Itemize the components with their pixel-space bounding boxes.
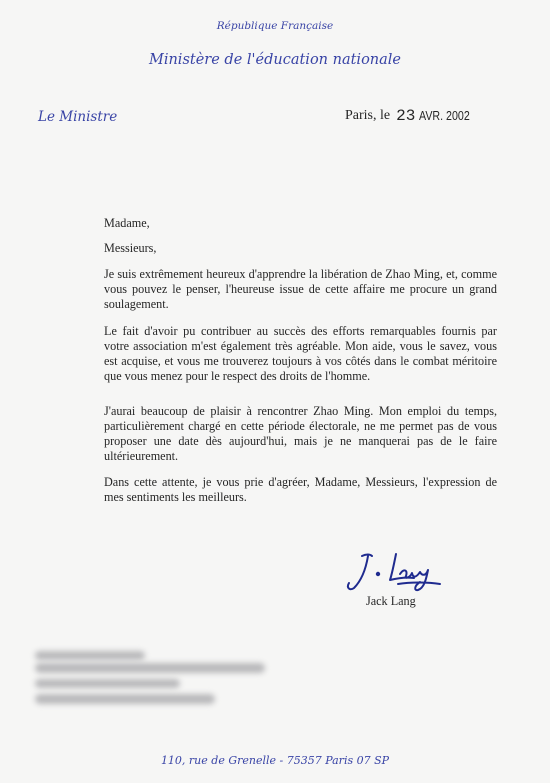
sender-title: Le Ministre [38,109,118,125]
signatory-name: Jack Lang [366,594,416,608]
body-paragraph: J'aurai beaucoup de plaisir à rencontrer Zhao Ming. Mon emploi du temps, particulièrement chargé en cette période électorale, ne me permet pas de vous proposer une date dès aujourd'hui, mais je ne manquerai pas de le faire ultérieurement. [104,404,497,463]
date-place: Paris, le [345,108,391,123]
body-paragraph: Je suis extrêmement heureux d'apprendre la libération de Zhao Ming, et, comme vous pouvez le penser, l'heureuse issue de cette affaire me procure un grand soulagement. [104,267,497,311]
handwritten-signature [340,548,450,594]
footer-address: 110, rue de Grenelle - 75357 Paris 07 SP [160,754,390,767]
salutation-messieurs: Messieurs, [104,241,157,255]
date-line [345,107,481,125]
body-paragraph: Le fait d'avoir pu contribuer au succès des efforts remarquables fournis par votre association m'est également très agréable. Mon aide, vous le savez, vous est acquise, et vous me trouverez toujours à vos côtés dans le combat méritoire que vous menez pour le respect des droits de l'homme. [104,324,497,383]
body-paragraph: Dans cette attente, je vous prie d'agréer, Madame, Messieurs, l'expression de mes sentiments les meilleurs. [104,475,497,504]
date-stamp-day: 23 [396,107,416,125]
date-stamp-month-year: AVR. 2002 [418,108,470,123]
salutation-madame: Madame, [104,216,150,230]
letterhead-republic: République Française [216,20,334,32]
letterhead-ministry: Ministère de l'éducation nationale [148,52,401,68]
